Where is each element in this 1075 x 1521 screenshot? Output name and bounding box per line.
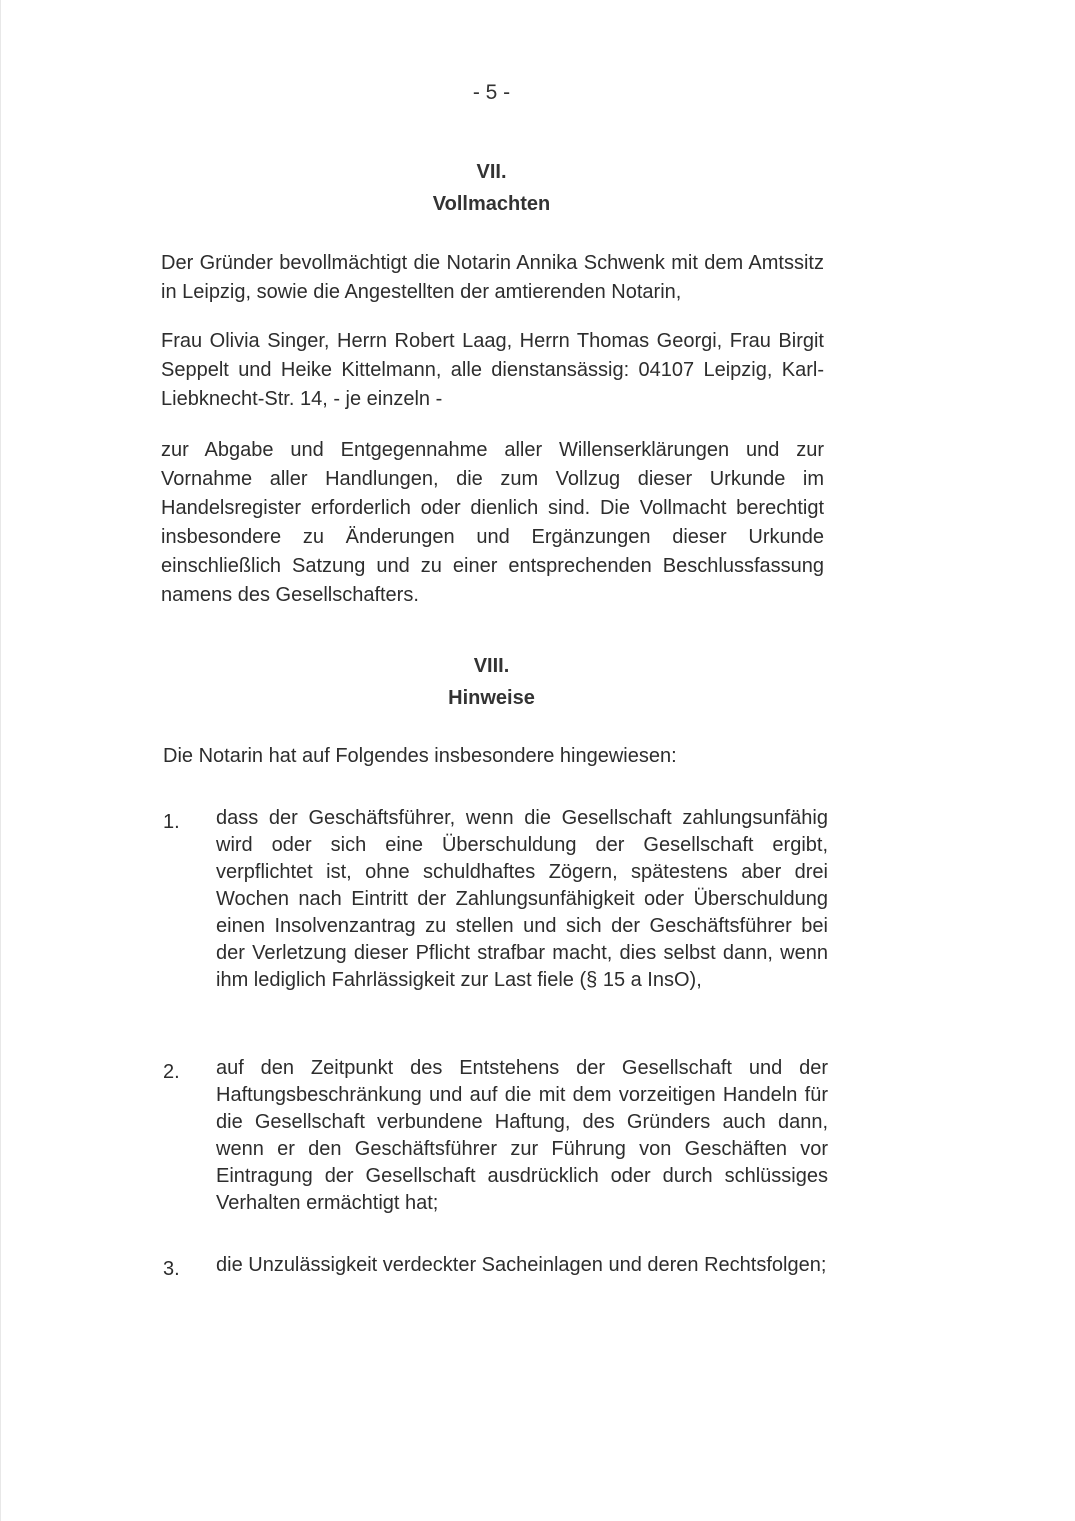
page-number: - 5 - — [472, 81, 511, 104]
section-number: VII. — [476, 161, 507, 183]
section-title: Hinweise — [448, 687, 535, 709]
paragraph-vollmacht-intro: Der Gründer bevollmächtigt die Notarin Annika Schwenk mit dem Amtssitz in Leipzig, sowie die Angestellten der amtierenden Notarin, — [161, 252, 824, 303]
list-item-number: 1. — [163, 811, 180, 833]
list-item-number: 3. — [163, 1258, 180, 1280]
scan-edge — [0, 0, 1, 1521]
list-item-text: dass der Geschäftsführer, wenn die Gesellschaft zahlungsunfähig wird oder sich eine Überschuldung der Gesellschaft ergibt, verpflichtet ist, ohne schuldhaftes Zögern, spätestens aber drei Wochen nach Eintritt der Zahlungsunfähigkeit oder Überschuldung einen Insolvenzantrag zu stellen und sich der Geschäftsführer bei der Verletzung dieser Pflicht strafbar macht, dies selbst dann, wenn ihm lediglich Fahrlässigkeit zur Last fiele (§ 15 a InsO), — [216, 807, 828, 991]
list-item-text: auf den Zeitpunkt des Entstehens der Gesellschaft und der Haftungsbeschränkung und auf die mit dem vorzeitigen Handeln für die Gesellschaft verbundene Haftung, des Gründers auch dann, wenn er den Geschäftsführer zur Führung von Geschäften vor Eintragung der Gesellschaft ausdrücklich oder durch schlüssiges Verhalten ermächtigt hat; — [216, 1057, 828, 1214]
paragraph-bevollmaechtigte: Frau Olivia Singer, Herrn Robert Laag, Herrn Thomas Georgi, Frau Birgit Seppelt und Heike Kittelmann, alle dienstansässig: 04107 Leipzig, Karl-Liebknecht-Str. 14, - je einzeln - — [161, 330, 824, 410]
section-heading-vii — [0, 156, 983, 220]
list-item-number: 2. — [163, 1061, 180, 1083]
paragraph-vollmacht-umfang: zur Abgabe und Entgegennahme aller Willenserklärungen und zur Vornahme aller Handlungen, die zum Vollzug dieser Urkunde im Handelsregister erforderlich oder dienlich sind. Die Vollmacht berechtigt insbesondere zu Änderungen und Ergänzungen dieser Urkunde einschließlich Satzung und zu einer entsprechenden Beschlussfassung namens des Gesellschafters. — [161, 439, 824, 606]
paragraph-hinweise-intro: Die Notarin hat auf Folgendes insbesondere hingewiesen: — [163, 745, 677, 767]
list-item-text: die Unzulässigkeit verdeckter Sacheinlagen und deren Rechtsfolgen; — [216, 1254, 827, 1276]
section-number: VIII. — [473, 655, 510, 677]
section-heading-viii — [0, 650, 983, 714]
section-title: Vollmachten — [432, 193, 551, 215]
